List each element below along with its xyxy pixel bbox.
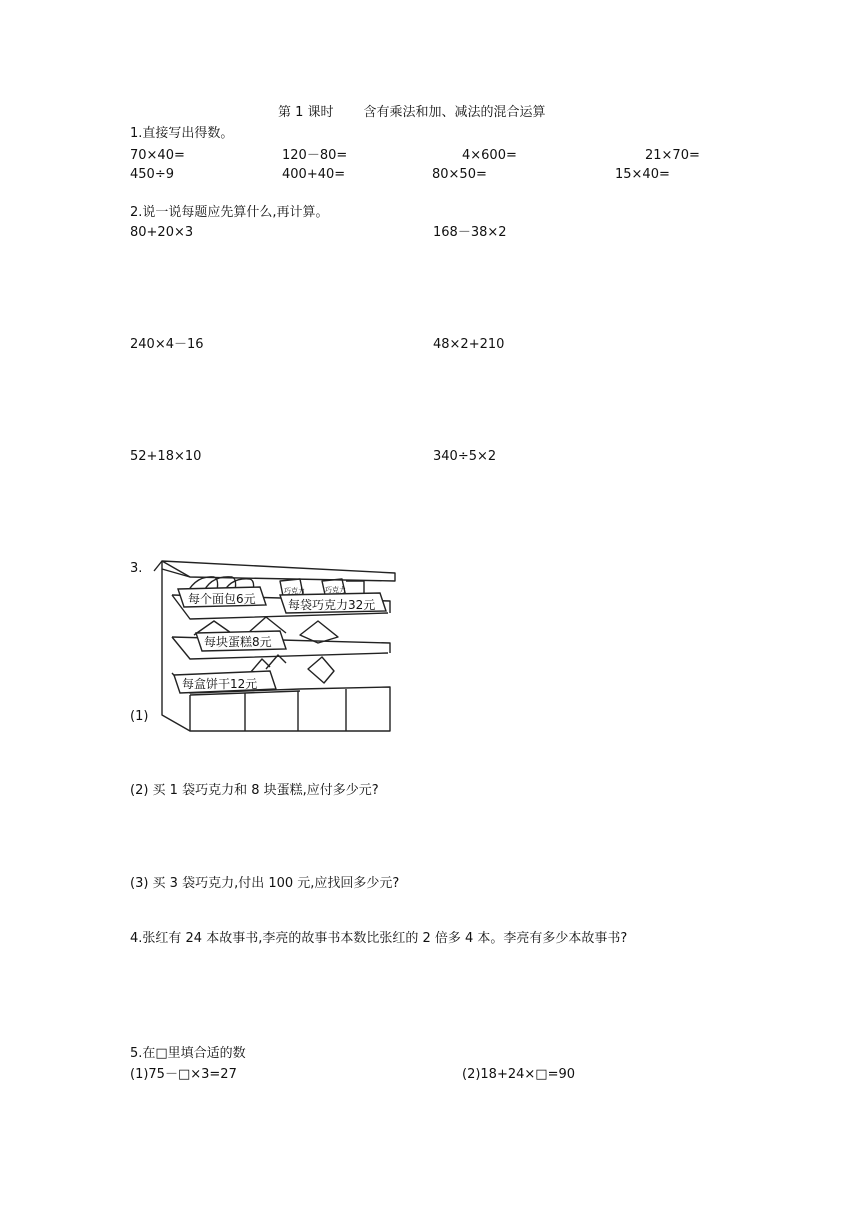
q1-item: 80×50= bbox=[432, 167, 487, 182]
sign-cake: 每块蛋糕8元 bbox=[204, 635, 272, 649]
q1-item: 70×40= bbox=[130, 148, 185, 163]
q2-item: 80+20×3 bbox=[130, 225, 194, 240]
q3-number: 3. bbox=[130, 561, 143, 576]
q5-item: (1)75－□×3=27 bbox=[130, 1067, 237, 1082]
q2-item: 52+18×10 bbox=[130, 449, 202, 464]
q1-item: 120－80= bbox=[282, 148, 348, 163]
q4-text: 4.张红有 24 本故事书,李亮的故事书本数比张红的 2 倍多 4 本。李亮有多少本故事书? bbox=[130, 931, 628, 946]
q3-sub2: (2) 买 1 袋巧克力和 8 块蛋糕,应付多少元? bbox=[130, 783, 379, 798]
q5-item: (2)18+24×□=90 bbox=[462, 1067, 576, 1082]
q1-item: 21×70= bbox=[645, 148, 700, 163]
page-title bbox=[278, 105, 546, 121]
chocolate-bag-label: 巧克力 bbox=[325, 586, 346, 594]
q5-heading: 5.在□里填合适的数 bbox=[130, 1046, 246, 1061]
sign-chocolate: 每袋巧克力32元 bbox=[288, 598, 376, 612]
lesson-label: 第 1 课时 bbox=[278, 105, 334, 120]
sign-cookie: 每盒饼干12元 bbox=[182, 677, 258, 691]
shop-shelf-illustration bbox=[150, 555, 402, 735]
chocolate-bag-label: 巧克力 bbox=[284, 587, 305, 595]
q1-item: 450÷9 bbox=[130, 167, 174, 182]
lesson-topic: 含有乘法和加、减法的混合运算 bbox=[363, 105, 546, 120]
q3-sub3: (3) 买 3 袋巧克力,付出 100 元,应找回多少元? bbox=[130, 876, 400, 891]
q2-heading: 2.说一说每题应先算什么,再计算。 bbox=[130, 205, 329, 220]
sign-bread: 每个面包6元 bbox=[188, 592, 256, 606]
q1-heading: 1.直接写出得数。 bbox=[130, 126, 234, 141]
q2-item: 240×4－16 bbox=[130, 337, 204, 352]
q1-item: 400+40= bbox=[282, 167, 346, 182]
q2-item: 168－38×2 bbox=[433, 225, 507, 240]
q1-item: 4×600= bbox=[462, 148, 517, 163]
q2-item: 48×2+210 bbox=[433, 337, 505, 352]
q1-item: 15×40= bbox=[615, 167, 670, 182]
q2-item: 340÷5×2 bbox=[433, 449, 497, 464]
q3-sub1: (1) bbox=[130, 709, 149, 724]
